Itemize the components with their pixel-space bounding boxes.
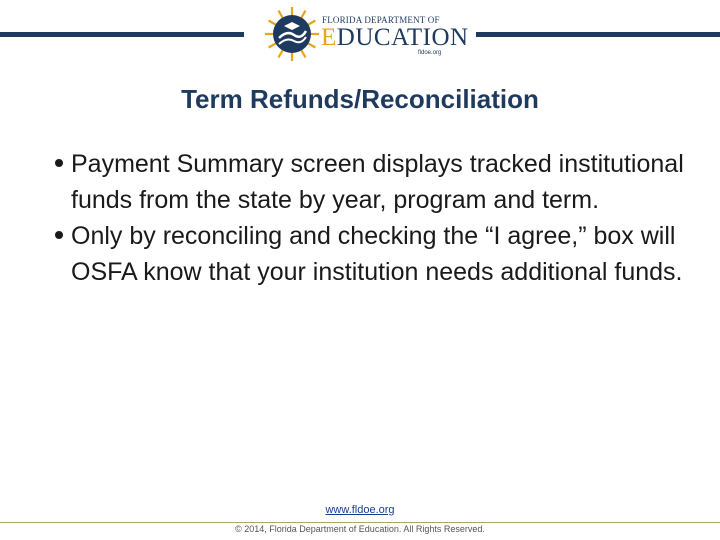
bullet-text: Payment Summary screen displays tracked institutional funds from the state by year, program and term. — [71, 150, 684, 214]
logo-org-top: FLORIDA DEPARTMENT OF — [322, 15, 440, 25]
bullet-list — [44, 146, 684, 290]
logo-initial: E — [321, 24, 337, 51]
sunburst-emblem-icon — [262, 4, 322, 62]
fldoe-logo — [262, 4, 469, 62]
header-bar-right — [476, 32, 720, 37]
bullet-item — [44, 146, 684, 218]
logo-word: DUCATION — [336, 24, 469, 51]
footer-copyright-wrap — [0, 518, 720, 537]
bullet-dot-icon — [55, 159, 63, 167]
header-bar-left — [0, 32, 244, 37]
footer-website-link[interactable]: www.fldoe.org — [325, 504, 395, 516]
slide-title: Term Refunds/Reconciliation — [181, 84, 539, 114]
footer-copyright: © 2014, Florida Department of Education. All Rights Reserved. — [229, 523, 491, 535]
bullet-item — [44, 218, 684, 290]
bullet-text: Only by reconciling and checking the “I agree,” box will OSFA know that your institution needs additional funds. — [71, 222, 683, 286]
bullet-dot-icon — [55, 231, 63, 239]
logo-org-main — [321, 25, 469, 50]
logo-url: fldoe.org — [418, 50, 442, 56]
